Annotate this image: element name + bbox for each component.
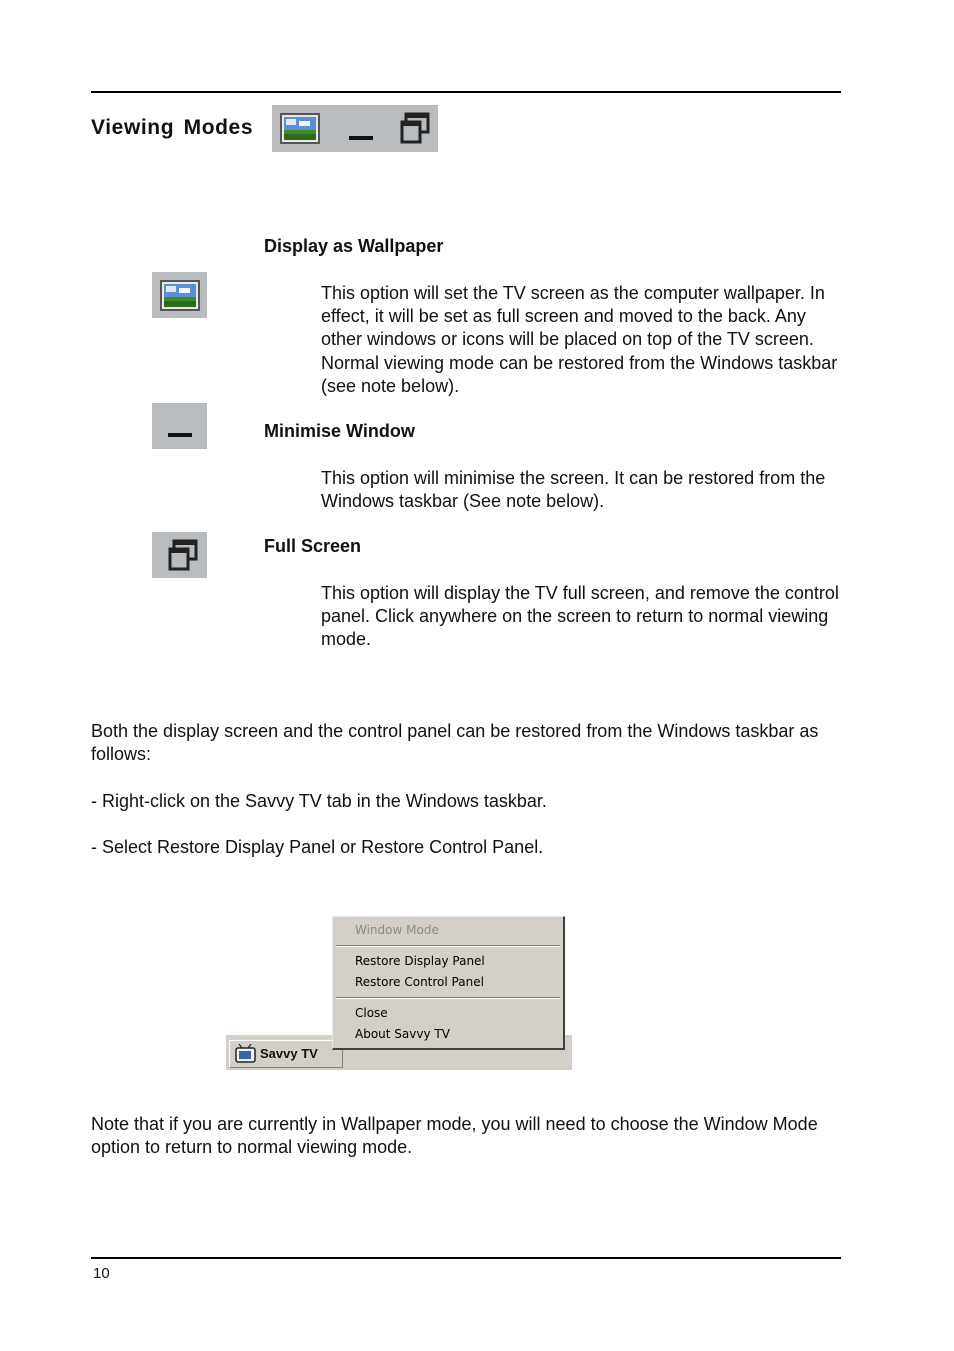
minimise-icon[interactable] bbox=[349, 136, 373, 140]
tv-icon bbox=[235, 1044, 257, 1064]
taskbar-context-menu bbox=[332, 916, 565, 1050]
section-title-wallpaper: Display as Wallpaper bbox=[264, 236, 444, 256]
section-body-minimise: This option will minimise the screen. It can be restored from the Windows taskbar (See note below). bbox=[321, 468, 826, 512]
section-title-minimise: Minimise Window bbox=[264, 421, 415, 441]
full-screen-icon[interactable] bbox=[402, 114, 428, 142]
menu-item-restore-control-panel[interactable]: Restore Control Panel bbox=[355, 975, 484, 989]
page-heading: Viewing Modes bbox=[91, 116, 254, 139]
toolbar-icons bbox=[272, 105, 438, 152]
bottom-rule bbox=[91, 1257, 841, 1259]
menu-item-close[interactable]: Close bbox=[355, 1006, 388, 1020]
menu-separator bbox=[336, 997, 560, 999]
page-number: 10 bbox=[93, 1265, 110, 1282]
wallpaper-icon[interactable] bbox=[281, 114, 319, 143]
minimise-icon-box bbox=[152, 403, 207, 449]
section-title-full-screen: Full Screen bbox=[264, 536, 362, 556]
restore-intro: Both the display screen and the control panel can be restored from the Windows taskbar as follows: bbox=[91, 721, 819, 765]
menu-separator bbox=[336, 945, 560, 947]
minimise-icon bbox=[152, 403, 207, 449]
section-body-wallpaper: This option will set the TV screen as the computer wallpaper. In effect, it will be set as full screen and moved to the back. Any other windows or icons will be placed on top of the TV screen. Normal viewing mode can be restored from the Windows taskbar (see note below). bbox=[321, 283, 838, 396]
menu-item-restore-display-panel[interactable]: Restore Display Panel bbox=[355, 954, 485, 968]
wallpaper-icon-box bbox=[152, 272, 207, 318]
step-select-restore: - Select Restore Display Panel or Restore Control Panel. bbox=[91, 837, 544, 857]
viewing-mode-toolbar bbox=[272, 105, 438, 152]
menu-item-about[interactable]: About Savvy TV bbox=[355, 1027, 450, 1041]
section-body-full-screen: This option will display the TV full screen, and remove the control panel. Click anywhere on the screen to return to normal viewing mode. bbox=[321, 583, 839, 650]
wallpaper-icon bbox=[152, 272, 207, 318]
top-rule bbox=[91, 91, 841, 93]
taskbar-tab-label: Savvy TV bbox=[260, 1046, 318, 1061]
step-right-click: - Right-click on the Savvy TV tab in the Windows taskbar. bbox=[91, 791, 547, 811]
menu-item-window-mode[interactable]: Window Mode bbox=[355, 923, 439, 937]
savvy-tv-taskbar-tab[interactable] bbox=[229, 1040, 343, 1068]
full-screen-icon bbox=[152, 532, 207, 578]
wallpaper-mode-note: Note that if you are currently in Wallpaper mode, you will need to choose the Window Mode option to return to normal viewing mode. bbox=[91, 1114, 818, 1158]
full-screen-icon-box bbox=[152, 532, 207, 578]
